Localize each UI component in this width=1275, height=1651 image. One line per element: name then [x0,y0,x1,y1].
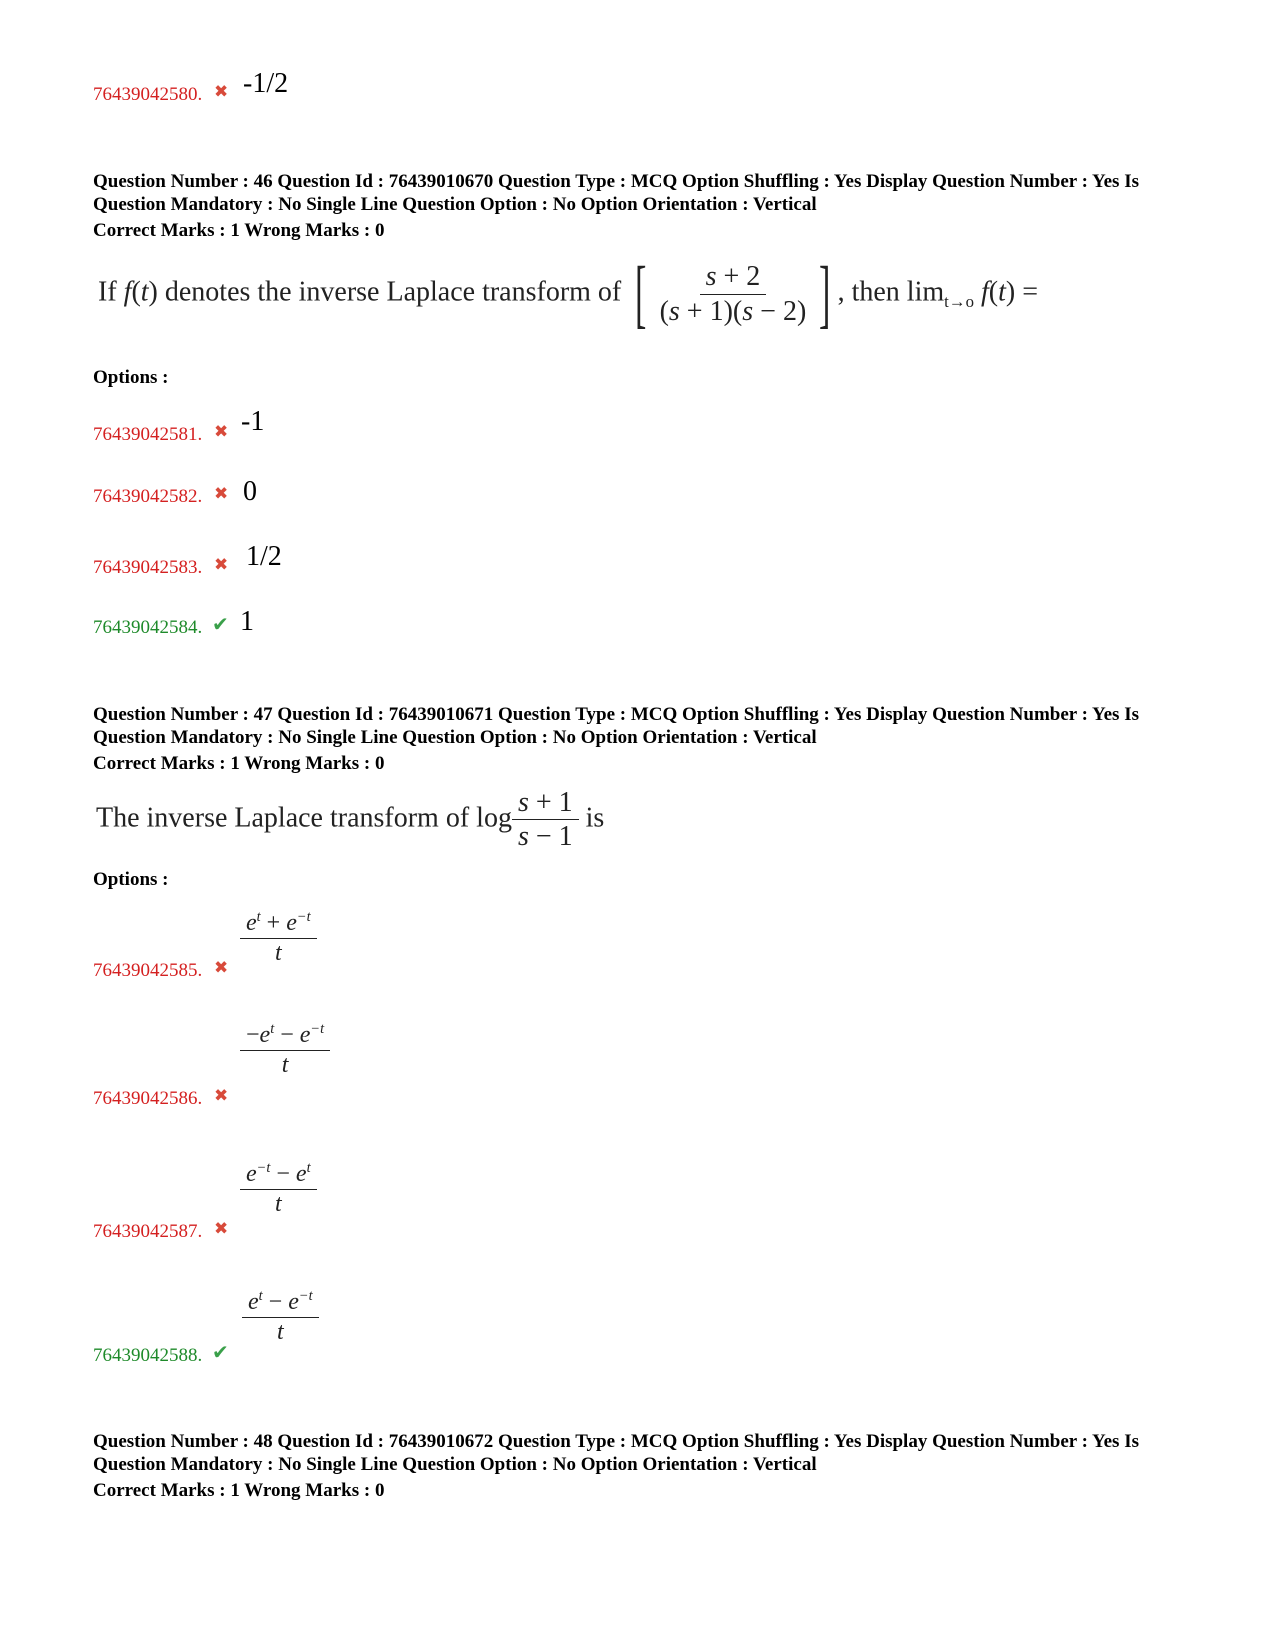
cross-icon: ✖ [214,82,229,102]
check-icon: ✔ [212,612,229,636]
option-id: 76439042586. [93,1088,203,1109]
option-formula: $\frac{e^t + e^{-t}}{t}$ [240,910,317,966]
question-marks: Correct Marks : 1 Wrong Marks : 0 [93,220,385,241]
option-formula: $\frac{-e^t - e^{-t}}{t}$ [240,1022,330,1078]
cross-icon: ✖ [214,1086,229,1106]
check-icon: ✔ [212,1340,229,1364]
option-id: 76439042588. [93,1345,203,1366]
question-meta: Question Number : 46 Question Id : 76439010670 Question Type : MCQ Option Shuffling : Yes Display Question Number : Yes Is Question Mandatory : No Single Line Question Option : No Option Orientation : Vertical [93,171,1139,215]
cross-icon: ✖ [214,484,229,504]
option-id: 76439042582. [93,486,203,507]
option-value: 1 [240,606,254,637]
cross-icon: ✖ [214,422,229,442]
question-text: The inverse Laplace transform of log $\frac{s + 1}{s - 1}$ is [96,787,605,853]
cross-icon: ✖ [214,555,229,575]
question-marks: Correct Marks : 1 Wrong Marks : 0 [93,1480,385,1501]
cross-icon: ✖ [214,1219,229,1239]
question-meta: Question Number : 48 Question Id : 76439010672 Question Type : MCQ Option Shuffling : Yes Display Question Number : Yes Is Question Mandatory : No Single Line Question Option : No Option Orientation : Vertical [93,1431,1139,1475]
option-formula: $\frac{e^{-t} - e^t}{t}$ [240,1161,317,1217]
options-label: Options : [93,367,169,388]
cross-icon: ✖ [214,958,229,978]
option-id: 76439042584. [93,617,203,638]
option-id: 76439042587. [93,1221,203,1242]
options-label: Options : [93,869,169,890]
option-formula: $\frac{e^t - e^{-t}}{t}$ [242,1289,319,1345]
option-value: 1/2 [246,541,282,572]
question-meta: Question Number : 47 Question Id : 76439010671 Question Type : MCQ Option Shuffling : Yes Display Question Number : Yes Is Question Mandatory : No Single Line Question Option : No Option Orientation : Vertical [93,704,1139,748]
option-value: -1/2 [243,68,289,99]
option-value: -1 [241,406,265,437]
option-id: 76439042583. [93,557,203,578]
option-id: 76439042580. [93,84,203,105]
option-id: 76439042585. [93,960,203,981]
option-value: 0 [243,476,257,507]
option-id: 76439042581. [93,424,203,445]
question-marks: Correct Marks : 1 Wrong Marks : 0 [93,753,385,774]
question-text: If f(t) denotes the inverse Laplace transform of [ $\frac{s + 2}{(s + 1)(s - 2)}$ ] , then $\lim_{t\to o} f(t)$ = [98,252,1038,336]
